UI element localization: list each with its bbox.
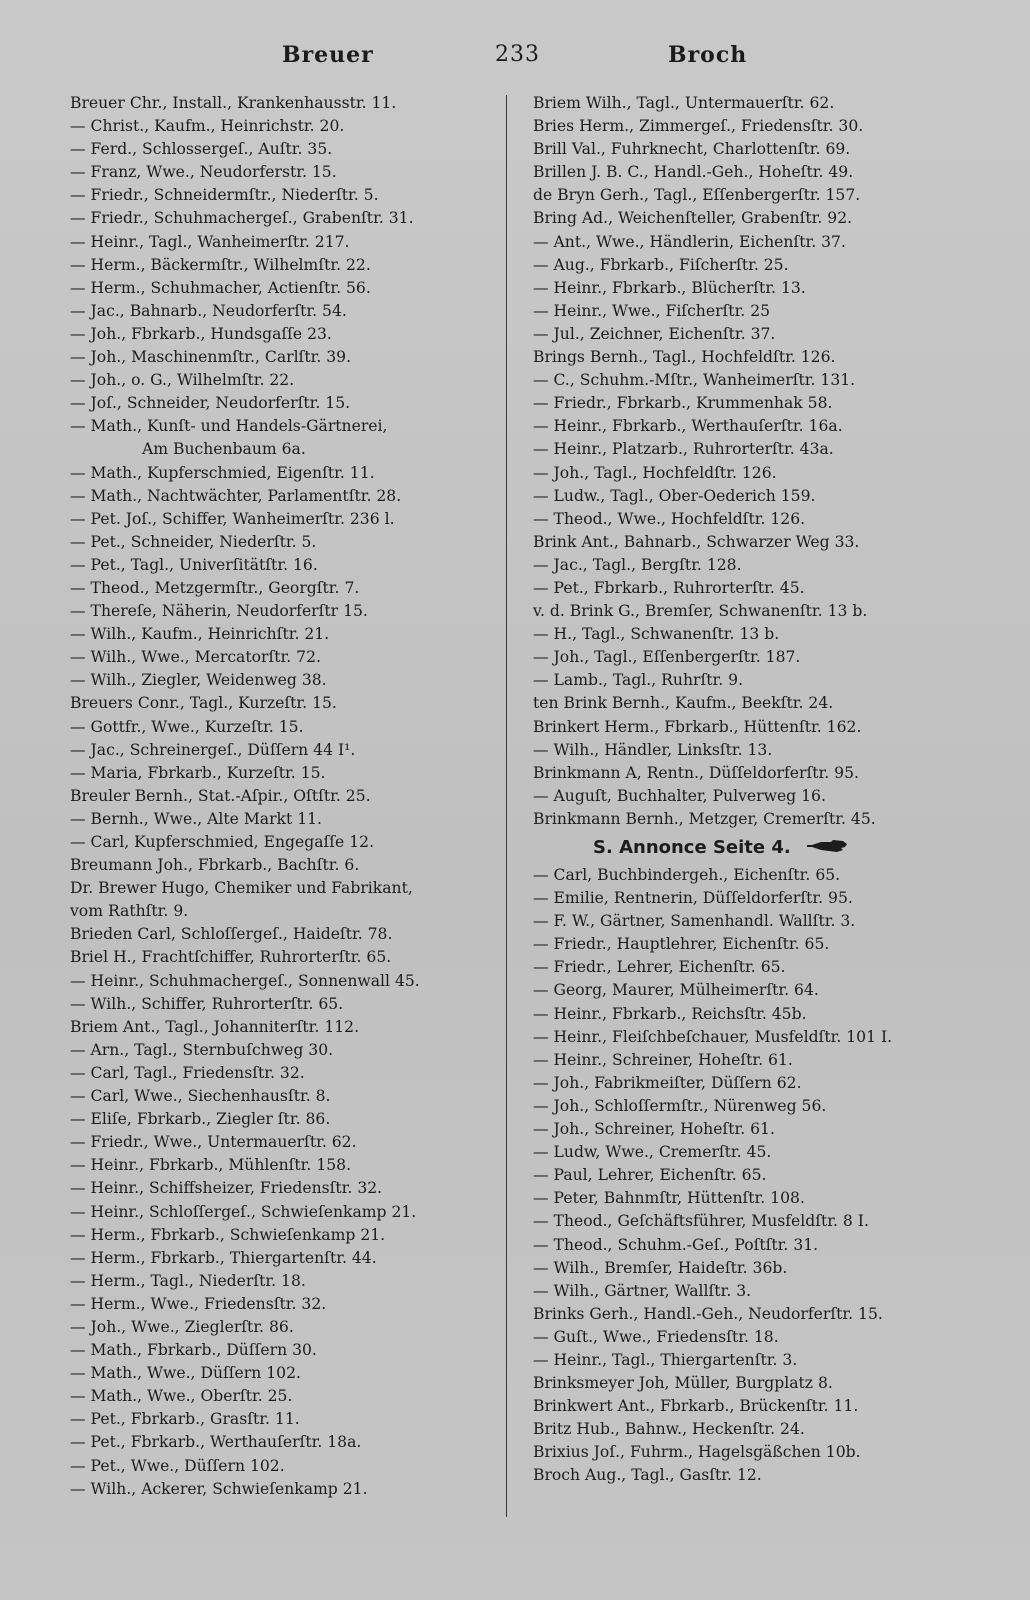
directory-entry: — Heinr., Platzarb., Ruhrorterſtr. 43a. — [533, 440, 834, 459]
directory-entry: Bries Herm., Zimmergeſ., Friedensſtr. 30. — [533, 117, 864, 136]
right-column-top — [533, 92, 965, 831]
directory-entry: — Theod., Schuhm.-Geſ., Poſtſtr. 31. — [533, 1235, 819, 1254]
column-divider — [506, 95, 507, 1517]
directory-entry: — Wilh., Wwe., Mercatorſtr. 72. — [70, 648, 321, 667]
directory-entry: — Joh., o. G., Wilhelmſtr. 22. — [70, 371, 295, 390]
directory-entry: — Theod., Geſchäftsführer, Musfeldſtr. 8 I. — [533, 1212, 869, 1231]
directory-entry: — Wilh., Bremſer, Haideſtr. 36b. — [533, 1258, 788, 1277]
header-left-keyword: Breuer — [282, 42, 374, 68]
directory-entry: — Heinr., Tagl., Wanheimerſtr. 217. — [70, 232, 350, 251]
directory-entry: Breumann Joh., Fbrkarb., Bachſtr. 6. — [70, 856, 360, 875]
directory-entry: Brink Ant., Bahnarb., Schwarzer Weg 33. — [533, 532, 860, 551]
directory-entry: — Pet., Schneider, Niederſtr. 5. — [70, 532, 317, 551]
directory-entry: — Math., Wwe., Oberſtr. 25. — [70, 1387, 293, 1406]
directory-entry: — Friedr., Fbrkarb., Krummenhak 58. — [533, 394, 833, 413]
directory-entry: — Joh., Tagl., Eſſenbergerſtr. 187. — [533, 648, 801, 667]
page-number: 233 — [495, 42, 540, 67]
directory-entry: — Carl, Buchbindergeh., Eichenſtr. 65. — [533, 866, 841, 884]
directory-entry: — Carl, Wwe., Siechenhausſtr. 8. — [70, 1087, 331, 1106]
pointing-hand-icon — [807, 832, 849, 865]
directory-entry: — Pet., Fbrkarb., Grasſtr. 11. — [70, 1410, 300, 1429]
right-column — [533, 92, 965, 1572]
directory-entry: Briel H., Frachtſchiffer, Ruhrorterſtr. 65. — [70, 948, 392, 967]
directory-entry: Brinkwert Ant., Fbrkarb., Brückenſtr. 11. — [533, 1397, 859, 1416]
directory-entry: Breuer Chr., Install., Krankenhausstr. 11. — [70, 94, 397, 112]
directory-entry: — Eliſe, Fbrkarb., Ziegler ſtr. 86. — [70, 1110, 331, 1129]
directory-entry: — Heinr., Schuhmachergeſ., Sonnenwall 45. — [70, 971, 420, 990]
directory-entry: — Wilh., Händler, Linksſtr. 13. — [533, 740, 773, 759]
left-column — [70, 92, 495, 1572]
directory-entry: — Lamb., Tagl., Ruhrſtr. 9. — [533, 671, 744, 690]
directory-entry: — Math., Kupferschmied, Eigenſtr. 11. — [70, 463, 375, 482]
directory-entry: Breuler Bernh., Stat.-Aſpir., Oſtſtr. 25. — [70, 786, 371, 805]
directory-entry: — Heinr., Schiffsheizer, Friedensſtr. 32. — [70, 1179, 383, 1198]
directory-entry: — Heinr., Schreiner, Hoheſtr. 61. — [533, 1050, 793, 1069]
directory-entry: — Friedr., Lehrer, Eichenſtr. 65. — [533, 958, 786, 977]
right-column-bottom — [533, 864, 965, 1488]
directory-entry: — Math., Fbrkarb., Düſſern 30. — [70, 1341, 317, 1360]
directory-entry: Britz Hub., Bahnw., Heckenſtr. 24. — [533, 1420, 805, 1439]
directory-entry: — Joh., Schloſſermſtr., Nürenweg 56. — [533, 1096, 827, 1115]
directory-entry: Breuers Conr., Tagl., Kurzeſtr. 15. — [70, 694, 337, 713]
directory-entry: — Heinr., Schloſſergeſ., Schwieſenkamp 21. — [70, 1202, 417, 1221]
directory-entry: — Joh., Wwe., Zieglerſtr. 86. — [70, 1317, 294, 1336]
directory-entry: Brixius Joſ., Fuhrm., Hagelsgäßchen 10b. — [533, 1443, 861, 1462]
directory-entry: — Jul., Zeichner, Eichenſtr. 37. — [533, 324, 776, 343]
directory-entry: Broch Aug., Tagl., Gasſtr. 12. — [533, 1466, 762, 1485]
annonce-notice — [533, 831, 965, 864]
directory-entry: — Herm., Fbrkarb., Schwieſenkamp 21. — [70, 1225, 386, 1244]
directory-entry: — Paul, Lehrer, Eichenſtr. 65. — [533, 1166, 767, 1185]
directory-entry: — Peter, Bahnmſtr, Hüttenſtr. 108. — [533, 1189, 805, 1208]
directory-entry: — Joſ., Schneider, Neudorferſtr. 15. — [70, 394, 351, 413]
directory-entry: — Herm., Schuhmacher, Actienſtr. 56. — [70, 278, 371, 297]
directory-entry: — Ant., Wwe., Händlerin, Eichenſtr. 37. — [533, 232, 846, 251]
directory-entry: — Herm., Tagl., Niederſtr. 18. — [70, 1271, 306, 1290]
directory-entry: — Heinr., Fbrkarb., Blücherſtr. 13. — [533, 278, 806, 297]
directory-entry: — Friedr., Wwe., Untermauerſtr. 62. — [70, 1133, 357, 1152]
directory-entry: Am Buchenbaum 6a. — [142, 440, 306, 459]
directory-entry: — Joh., Fabrikmeiſter, Düſſern 62. — [533, 1073, 802, 1092]
directory-entry: Brill Val., Fuhrknecht, Charlottenſtr. 69. — [533, 140, 851, 159]
directory-entry: — Auguſt, Buchhalter, Pulverweg 16. — [533, 786, 826, 805]
directory-entry: v. d. Brink G., Bremſer, Schwanenſtr. 13 b. — [533, 602, 868, 621]
directory-entry: vom Rathſtr. 9. — [70, 902, 189, 921]
directory-entry: Brinks Gerh., Handl.-Geh., Neudorferſtr. 15. — [533, 1304, 883, 1323]
directory-entry: — Heinr., Tagl., Thiergartenſtr. 3. — [533, 1350, 798, 1369]
directory-entry: — Joh., Maschinenmſtr., Carlſtr. 39. — [70, 348, 352, 367]
directory-entry: — Heinr., Fbrkarb., Mühlenſtr. 158. — [70, 1156, 352, 1175]
directory-entry: — C., Schuhm.-Mſtr., Wanheimerſtr. 131. — [533, 371, 856, 390]
directory-entry: Brillen J. B. C., Handl.-Geh., Hoheſtr. 49. — [533, 163, 854, 182]
directory-entry: — Theod., Metzgermſtr., Georgſtr. 7. — [70, 578, 360, 597]
directory-entry: — Wilh., Kaufm., Heinrichſtr. 21. — [70, 625, 330, 644]
directory-entry: — Jac., Bahnarb., Neudorferſtr. 54. — [70, 301, 347, 320]
directory-entry: — Heinr., Fbrkarb., Werthauſerſtr. 16a. — [533, 417, 843, 436]
directory-entry: — Aug., Fbrkarb., Fiſcherſtr. 25. — [533, 255, 789, 274]
directory-entry: — Joh., Tagl., Hochfeldſtr. 126. — [533, 463, 777, 482]
directory-entry: — Joh., Fbrkarb., Hundsgaſſe 23. — [70, 324, 332, 343]
directory-entry: Brings Bernh., Tagl., Hochfeldſtr. 126. — [533, 348, 836, 367]
directory-entry: — Carl, Tagl., Friedensſtr. 32. — [70, 1063, 305, 1082]
directory-entry: — Ludw., Tagl., Ober-Oederich 159. — [533, 486, 816, 505]
directory-entry: — Friedr., Hauptlehrer, Eichenſtr. 65. — [533, 935, 830, 954]
directory-entry: — Herm., Bäckermſtr., Wilhelmſtr. 22. — [70, 255, 371, 274]
directory-entry: — Heinr., Wwe., Fiſcherſtr. 25 — [533, 301, 771, 320]
directory-entry: — Pet., Tagl., Univerſitätſtr. 16. — [70, 555, 318, 574]
directory-entry: — Wilh., Schiffer, Ruhrorterſtr. 65. — [70, 994, 344, 1013]
directory-entry: — H., Tagl., Schwanenſtr. 13 b. — [533, 625, 780, 644]
directory-entry: Brinksmeyer Joh, Müller, Burgplatz 8. — [533, 1374, 833, 1393]
directory-entry: — Emilie, Rentnerin, Düſſeldorferſtr. 95. — [533, 889, 853, 908]
directory-entry: — Joh., Schreiner, Hoheſtr. 61. — [533, 1120, 775, 1139]
directory-entry: — F. W., Gärtner, Samenhandl. Wallſtr. 3. — [533, 912, 856, 931]
directory-entry: — Herm., Wwe., Friedensſtr. 32. — [70, 1294, 327, 1313]
directory-entry: — Guſt., Wwe., Friedensſtr. 18. — [533, 1327, 779, 1346]
directory-entry: — Jac., Tagl., Bergſtr. 128. — [533, 555, 742, 574]
annonce-text: S. Annonce Seite 4. — [593, 837, 791, 858]
page-header — [0, 40, 1030, 80]
directory-entry: Brinkert Herm., Fbrkarb., Hüttenſtr. 162. — [533, 717, 862, 736]
directory-entry: Brieden Carl, Schloſſergeſ., Haideſtr. 78. — [70, 925, 393, 944]
directory-entry: Bring Ad., Weichenſteller, Grabenſtr. 92. — [533, 209, 853, 228]
directory-entry: — Thereſe, Näherin, Neudorferſtr 15. — [70, 602, 368, 621]
directory-entry: — Wilh., Ziegler, Weidenweg 38. — [70, 671, 327, 690]
directory-entry: — Georg, Maurer, Mülheimerſtr. 64. — [533, 981, 819, 1000]
directory-entry: — Christ., Kaufm., Heinrichstr. 20. — [70, 117, 345, 136]
directory-entry: — Heinr., Fleiſchbeſchauer, Musfeldſtr. 101 I. — [533, 1027, 893, 1046]
directory-entry: — Friedr., Schuhmachergeſ., Grabenſtr. 31. — [70, 209, 414, 228]
directory-entry: Briem Ant., Tagl., Johanniterſtr. 112. — [70, 1017, 360, 1036]
directory-entry: — Ferd., Schlossergeſ., Auſtr. 35. — [70, 140, 333, 159]
directory-entry: — Pet., Wwe., Düſſern 102. — [70, 1456, 285, 1475]
directory-entry: — Franz, Wwe., Neudorferstr. 15. — [70, 163, 337, 182]
directory-entry: — Math., Nachtwächter, Parlamentſtr. 28. — [70, 486, 402, 505]
directory-entry: Dr. Brewer Hugo, Chemiker und Fabrikant, — [70, 879, 413, 898]
directory-entry: — Pet., Fbrkarb., Ruhrorterſtr. 45. — [533, 578, 805, 597]
directory-entry: — Heinr., Fbrkarb., Reichsſtr. 45b. — [533, 1004, 807, 1023]
directory-entry: — Bernh., Wwe., Alte Markt 11. — [70, 809, 323, 828]
directory-entry: — Friedr., Schneidermſtr., Niederſtr. 5. — [70, 186, 379, 205]
directory-entry: — Arn., Tagl., Sternbuſchweg 30. — [70, 1040, 334, 1059]
directory-entry: de Bryn Gerh., Tagl., Eſſenbergerſtr. 157. — [533, 186, 861, 205]
directory-entry: — Carl, Kupferschmied, Engegaſſe 12. — [70, 833, 375, 851]
directory-entry: — Theod., Wwe., Hochfeldſtr. 126. — [533, 509, 806, 528]
directory-entry: — Jac., Schreinergeſ., Düſſern 44 I¹. — [70, 740, 356, 759]
directory-entry: — Gottfr., Wwe., Kurzeſtr. 15. — [70, 717, 304, 736]
directory-entry: — Wilh., Gärtner, Wallſtr. 3. — [533, 1281, 752, 1300]
directory-entry: — Math., Kunſt- und Handels-Gärtnerei, — [70, 417, 388, 436]
directory-entry: ten Brink Bernh., Kaufm., Beekſtr. 24. — [533, 694, 834, 713]
directory-entry: — Wilh., Ackerer, Schwieſenkamp 21. — [70, 1479, 368, 1498]
header-right-keyword: Broch — [668, 42, 748, 68]
directory-entry: Briem Wilh., Tagl., Untermauerſtr. 62. — [533, 94, 835, 112]
directory-entry: — Math., Wwe., Düſſern 102. — [70, 1364, 301, 1383]
directory-entry: Brinkmann Bernh., Metzger, Cremerſtr. 45. — [533, 809, 876, 828]
directory-entry: — Maria, Fbrkarb., Kurzeſtr. 15. — [70, 763, 326, 782]
directory-entry: — Pet. Joſ., Schiffer, Wanheimerſtr. 236 l. — [70, 509, 395, 528]
directory-entry: — Pet., Fbrkarb., Werthauſerſtr. 18a. — [70, 1433, 362, 1452]
directory-entry: — Ludw, Wwe., Cremerſtr. 45. — [533, 1143, 772, 1162]
directory-entry: — Herm., Fbrkarb., Thiergartenſtr. 44. — [70, 1248, 377, 1267]
directory-entry: Brinkmann A, Rentn., Düſſeldorferſtr. 95. — [533, 763, 859, 782]
